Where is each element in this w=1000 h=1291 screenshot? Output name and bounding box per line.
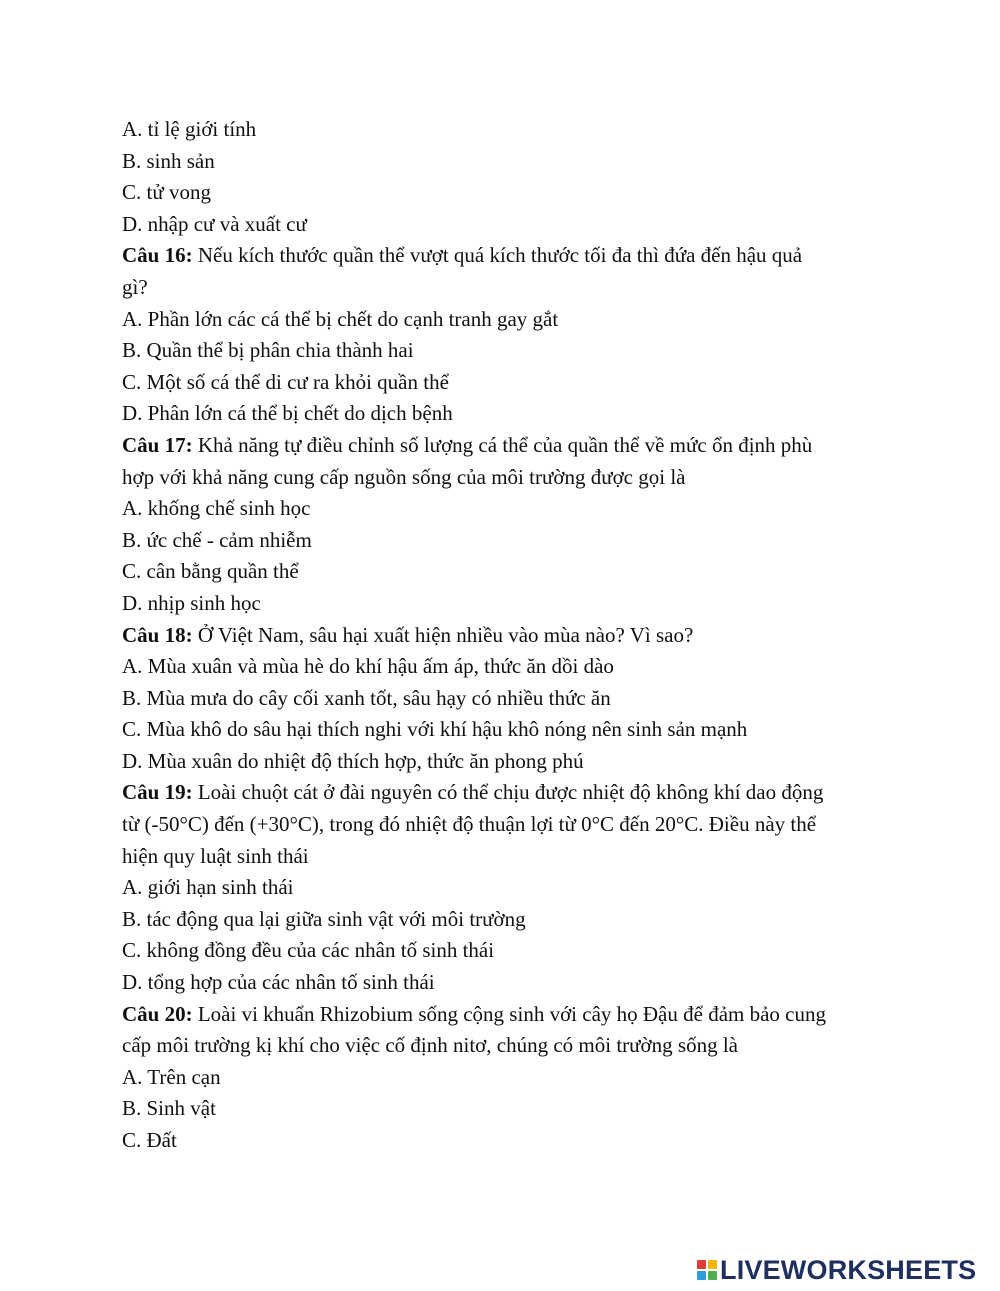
question-text xyxy=(122,430,882,462)
option-b: B. Mùa mưa do cây cối xanh tốt, sâu hạy có nhiều thức ăn xyxy=(122,685,611,710)
option-b: B. sinh sản xyxy=(122,148,215,173)
worksheet-content xyxy=(122,114,882,1157)
option-a: A. Mùa xuân và mùa hè do khí hậu ấm áp, thức ăn dồi dào xyxy=(122,654,614,679)
question-text xyxy=(122,777,882,809)
liveworksheets-logo xyxy=(697,1255,976,1285)
option-c: C. cân bằng quần thể xyxy=(122,559,299,584)
question-text-line-1: Khả năng tự điều chỉnh số lượng cá thể của quần thể về mức ổn định phù xyxy=(192,432,813,457)
option-a: A. Phần lớn các cá thể bị chết do cạnh tranh gay gắt xyxy=(122,306,559,331)
question-label: Câu 16: xyxy=(122,243,193,268)
option-b: B. tác động qua lại giữa sinh vật với môi trường xyxy=(122,906,526,931)
question-text-line-1: Nếu kích thước quần thể vượt quá kích thước tối đa thì đứa đến hậu quả xyxy=(192,243,803,268)
option-b: B. Sinh vật xyxy=(122,1096,216,1121)
option-c: C. tử vong xyxy=(122,180,211,205)
logo-square xyxy=(697,1260,706,1269)
question-text-line-2: cấp môi trường kị khí cho việc cố định nitơ, chúng có môi trường sống là xyxy=(122,1033,738,1058)
question-label: Câu 20: xyxy=(122,1001,193,1026)
option-a: A. giới hạn sinh thái xyxy=(122,875,294,900)
option-d: D. Mùa xuân do nhiệt độ thích hợp, thức ăn phong phú xyxy=(122,748,584,773)
question-label: Câu 18: xyxy=(122,622,193,647)
question-16 xyxy=(122,240,882,430)
logo-square xyxy=(708,1260,717,1269)
option-c: C. Một số cá thể di cư ra khỏi quần thể xyxy=(122,369,449,394)
option-c: C. Mùa khô do sâu hại thích nghi với khí hậu khô nóng nên sinh sản mạnh xyxy=(122,717,748,742)
question-text xyxy=(122,240,882,272)
question-15-options xyxy=(122,114,882,240)
question-17 xyxy=(122,430,882,620)
question-text-line-1: Loài vi khuẩn Rhizobium sống cộng sinh với cây họ Đậu để đảm bảo cung xyxy=(192,1001,826,1026)
liveworksheets-logo-icon xyxy=(697,1260,717,1280)
option-d: D. tổng hợp của các nhân tố sinh thái xyxy=(122,970,435,995)
logo-square xyxy=(697,1271,706,1280)
question-label: Câu 19: xyxy=(122,780,193,805)
question-text-line-2: từ (-50°C) đến (+30°C), trong đó nhiệt độ thuận lợi từ 0°C đến 20°C. Điều này thể xyxy=(122,812,817,837)
logo-text: LIVEWORKSHEETS xyxy=(720,1254,977,1285)
option-a: A. Trên cạn xyxy=(122,1064,221,1089)
question-text-line-1: Ở Việt Nam, sâu hại xuất hiện nhiều vào mùa nào? Vì sao? xyxy=(192,622,694,647)
question-20 xyxy=(122,999,882,1157)
question-19 xyxy=(122,777,882,998)
option-d: D. Phân lớn cá thể bị chết do dịch bệnh xyxy=(122,401,453,426)
option-d: D. nhập cư và xuất cư xyxy=(122,211,307,236)
question-text-line-2: hợp với khả năng cung cấp nguồn sống của môi trường được gọi là xyxy=(122,464,686,489)
question-label: Câu 17: xyxy=(122,432,193,457)
option-b: B. ức chế - cảm nhiễm xyxy=(122,527,312,552)
option-c: C. không đồng đều của các nhân tố sinh thái xyxy=(122,938,495,963)
question-text-line-2: gì? xyxy=(122,274,148,299)
option-c: C. Đất xyxy=(122,1128,177,1152)
option-d: D. nhịp sinh học xyxy=(122,590,261,615)
option-a: A. khống chế sinh học xyxy=(122,496,311,521)
question-text xyxy=(122,620,882,652)
question-text-line-3: hiện quy luật sinh thái xyxy=(122,843,309,868)
question-text-line-1: Loài chuột cát ở đài nguyên có thể chịu được nhiệt độ không khí dao động xyxy=(192,780,824,805)
option-b: B. Quần thể bị phân chia thành hai xyxy=(122,338,414,363)
question-text xyxy=(122,999,882,1031)
logo-square xyxy=(708,1271,717,1280)
option-a: A. tỉ lệ giới tính xyxy=(122,117,257,141)
question-18 xyxy=(122,620,882,778)
